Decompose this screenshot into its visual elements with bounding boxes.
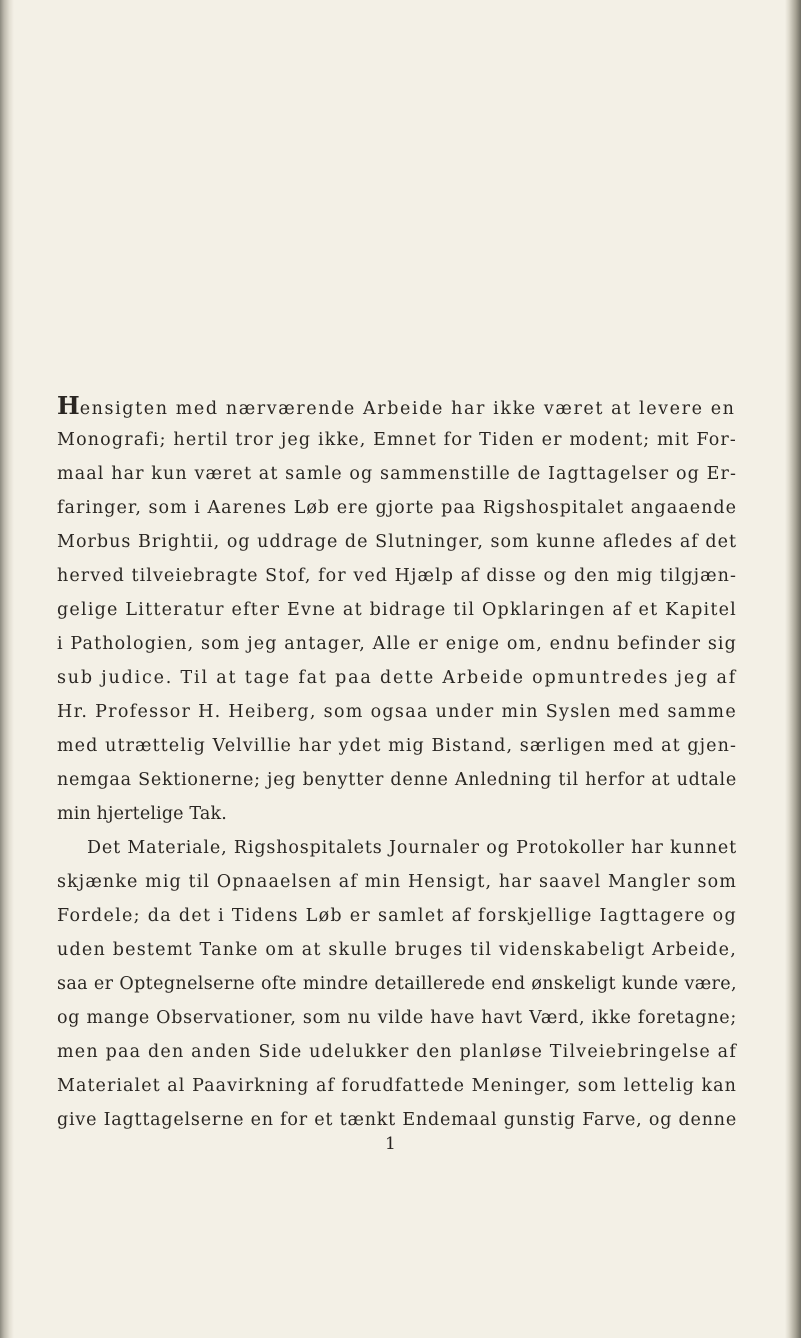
text-line: Morbus Brightii, og uddrage de Slutninger, som kunne afledes af det	[57, 532, 737, 552]
text-line: Hr. Professor H. Heiberg, som ogsaa under min Syslen med samme	[57, 702, 737, 722]
text-line: saa er Optegnelserne ofte mindre detaillerede end ønskeligt kunde være,	[57, 974, 737, 994]
text-line: Monografi; hertil tror jeg ikke, Emnet for Tiden er modent; mit For-	[57, 430, 737, 450]
text-line: med utrættelig Velvillie har ydet mig Bistand, særligen med at gjen-	[57, 736, 737, 756]
text-line: give Iagttagelserne en for et tænkt Endemaal gunstig Farve, og denne	[57, 1110, 737, 1130]
text-line: Materialet al Paavirkning af forudfattede Meninger, som lettelig kan	[57, 1076, 737, 1096]
text-line: sub judice. Til at tage fat paa dette Arbeide opmuntredes jeg af	[57, 668, 737, 688]
initial-letter: H	[57, 391, 80, 420]
text-line: skjænke mig til Opnaaelsen af min Hensigt, har saavel Mangler som	[57, 872, 737, 892]
text-line: maal har kun været at samle og sammenstille de Iagttagelser og Er-	[57, 464, 737, 484]
text-line	[57, 391, 736, 420]
text-line: gelige Litteratur efter Evne at bidrage til Opklaringen af et Kapitel	[57, 600, 737, 620]
scan-edge-left	[0, 0, 14, 1338]
text-line: i Pathologien, som jeg antager, Alle er enige om, endnu befinder sig	[57, 634, 737, 654]
text-line: uden bestemt Tanke om at skulle bruges til videnskabeligt Arbeide,	[57, 940, 737, 960]
text-line: faringer, som i Aarenes Løb ere gjorte paa Rigshospitalet angaaende	[57, 498, 737, 518]
text-line: og mange Observationer, som nu vilde have havt Værd, ikke foretagne;	[57, 1008, 737, 1028]
scan-edge-right	[785, 0, 801, 1338]
text-line: Fordele; da det i Tidens Løb er samlet af forskjellige Iagttagere og	[57, 906, 737, 926]
text-line: nemgaa Sektionerne; jeg benytter denne Anledning til herfor at udtale	[57, 770, 737, 790]
page-number: 1	[385, 1134, 396, 1154]
text-line-content: ensigten med nærværende Arbeide har ikke været at levere en	[79, 399, 736, 419]
text-line: herved tilveiebragte Stof, for ved Hjælp af disse og den mig tilgjæn-	[57, 566, 737, 586]
text-line: min hjertelige Tak.	[57, 804, 227, 824]
text-line: men paa den anden Side udelukker den planløse Tilveiebringelse af	[57, 1042, 737, 1062]
text-line: Det Materiale, Rigshospitalets Journaler og Protokoller har kunnet	[87, 838, 737, 858]
